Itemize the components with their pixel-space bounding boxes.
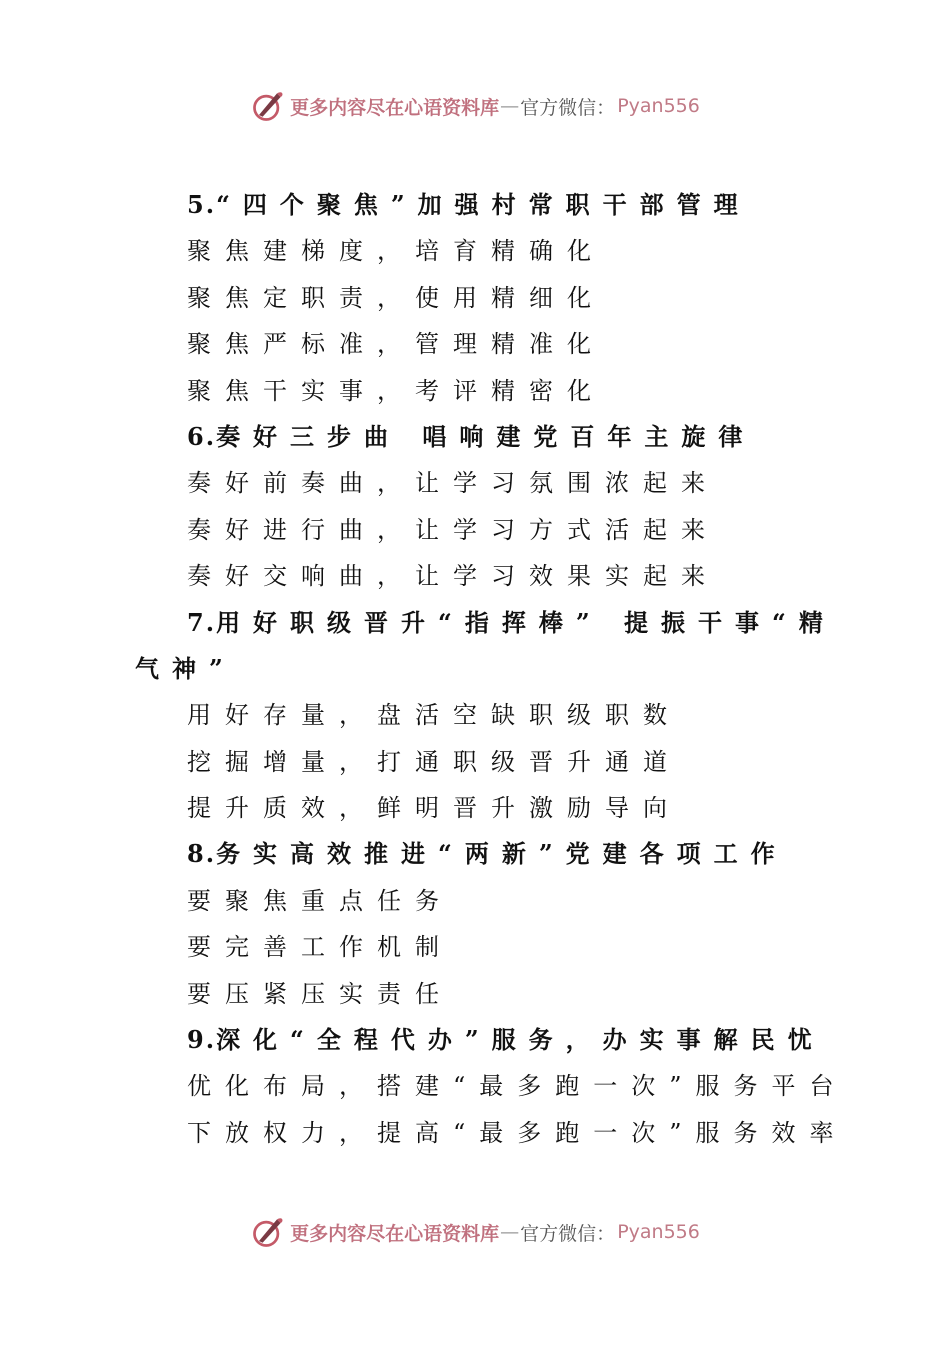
- header-watermark: [0, 86, 950, 126]
- list-item: 提升质效，鲜明晋升激励导向: [187, 794, 681, 823]
- list-item: 奏好交响曲，让学习效果实起来: [187, 562, 719, 591]
- section-heading-7-continued: 气神”: [135, 653, 236, 683]
- list-item: 要压紧压实责任: [187, 979, 453, 1008]
- watermark-official-label: 官方微信：: [520, 1222, 616, 1245]
- list-item: 奏好前奏曲，让学习氛围浓起来: [187, 469, 719, 498]
- section-heading-9: 9.深化“全程代办”服务，办实事解民忧: [187, 1025, 825, 1055]
- watermark-wechat-id: Pyan556: [617, 1221, 700, 1243]
- quill-logo-icon: [250, 1214, 286, 1250]
- section-heading-7: 7.用好职级晋升“指挥棒” 提振干事“精: [187, 607, 836, 637]
- section-heading-6: 6.奏好三步曲 唱响建党百年主旋律: [187, 421, 756, 451]
- section-heading-5: 5.“四个聚焦”加强村常职干部管理: [187, 190, 751, 219]
- list-item: 下放权力，提高“最多跑一次”服务效率: [187, 1118, 848, 1147]
- watermark-brand: 更多内容尽在心语资料库: [290, 1222, 500, 1245]
- footer-watermark: [0, 1212, 950, 1252]
- list-item: 奏好进行曲，让学习方式活起来: [187, 515, 719, 544]
- list-item: 聚焦建梯度，培育精确化: [187, 237, 605, 266]
- watermark-brand: 更多内容尽在心语资料库: [290, 96, 500, 119]
- list-item: 挖掘增量，打通职级晋升通道: [187, 747, 681, 776]
- watermark-official-label: 官方微信：: [520, 96, 616, 119]
- list-item: 聚焦严标准，管理精准化: [187, 330, 605, 359]
- watermark-dash: —: [500, 95, 520, 117]
- list-item: 优化布局，搭建“最多跑一次”服务平台: [187, 1072, 848, 1101]
- list-item: 聚焦定职责，使用精细化: [187, 283, 605, 312]
- list-item: 聚焦干实事，考评精密化: [187, 376, 605, 405]
- list-item: 要聚焦重点任务: [187, 886, 453, 915]
- document-body: [0, 182, 950, 1156]
- list-item: 用好存量，盘活空缺职级职数: [187, 701, 681, 730]
- watermark-wechat-id: Pyan556: [617, 95, 700, 117]
- watermark-dash: —: [500, 1221, 520, 1243]
- quill-logo-icon: [250, 88, 286, 124]
- section-heading-8: 8.务实高效推进“两新”党建各项工作: [187, 839, 788, 869]
- list-item: 要完善工作机制: [187, 933, 453, 962]
